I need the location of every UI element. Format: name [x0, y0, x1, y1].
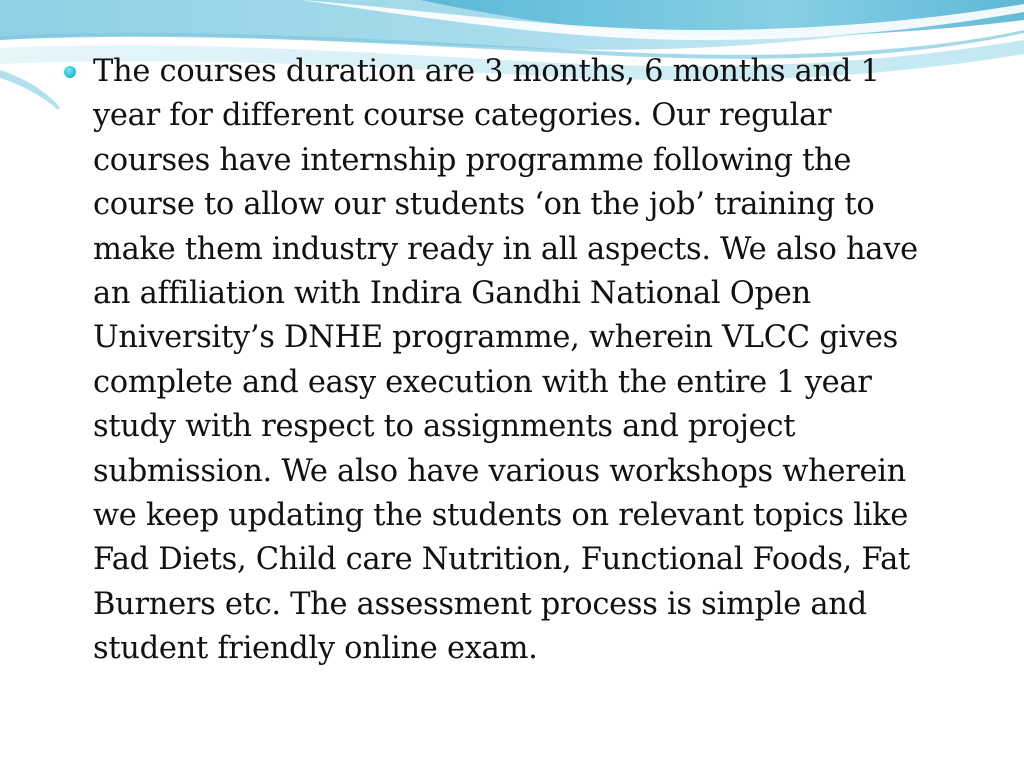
- bullet-dot-icon: [64, 66, 76, 78]
- bullet-item: [64, 50, 964, 672]
- bullet-text: The courses duration are 3 months, 6 months and 1 year for different course categories. Our regular courses have internship programme following the course to allow our students ‘on the job’ training to make them industry ready in all aspects. We also have an affiliation with Indira Gandhi National Open University’s DNHE programme, wherein VLCC gives complete and easy execution with the entire 1 year study with respect to assignments and project submission. We also have various workshops wherein we keep updating the students on relevant topics like Fad Diets, Child care Nutrition, Functional Foods, Fat Burners etc. The assessment process is simple and student friendly online exam.: [93, 54, 918, 667]
- wave-line-left: [0, 70, 60, 110]
- slide-body: [64, 50, 964, 672]
